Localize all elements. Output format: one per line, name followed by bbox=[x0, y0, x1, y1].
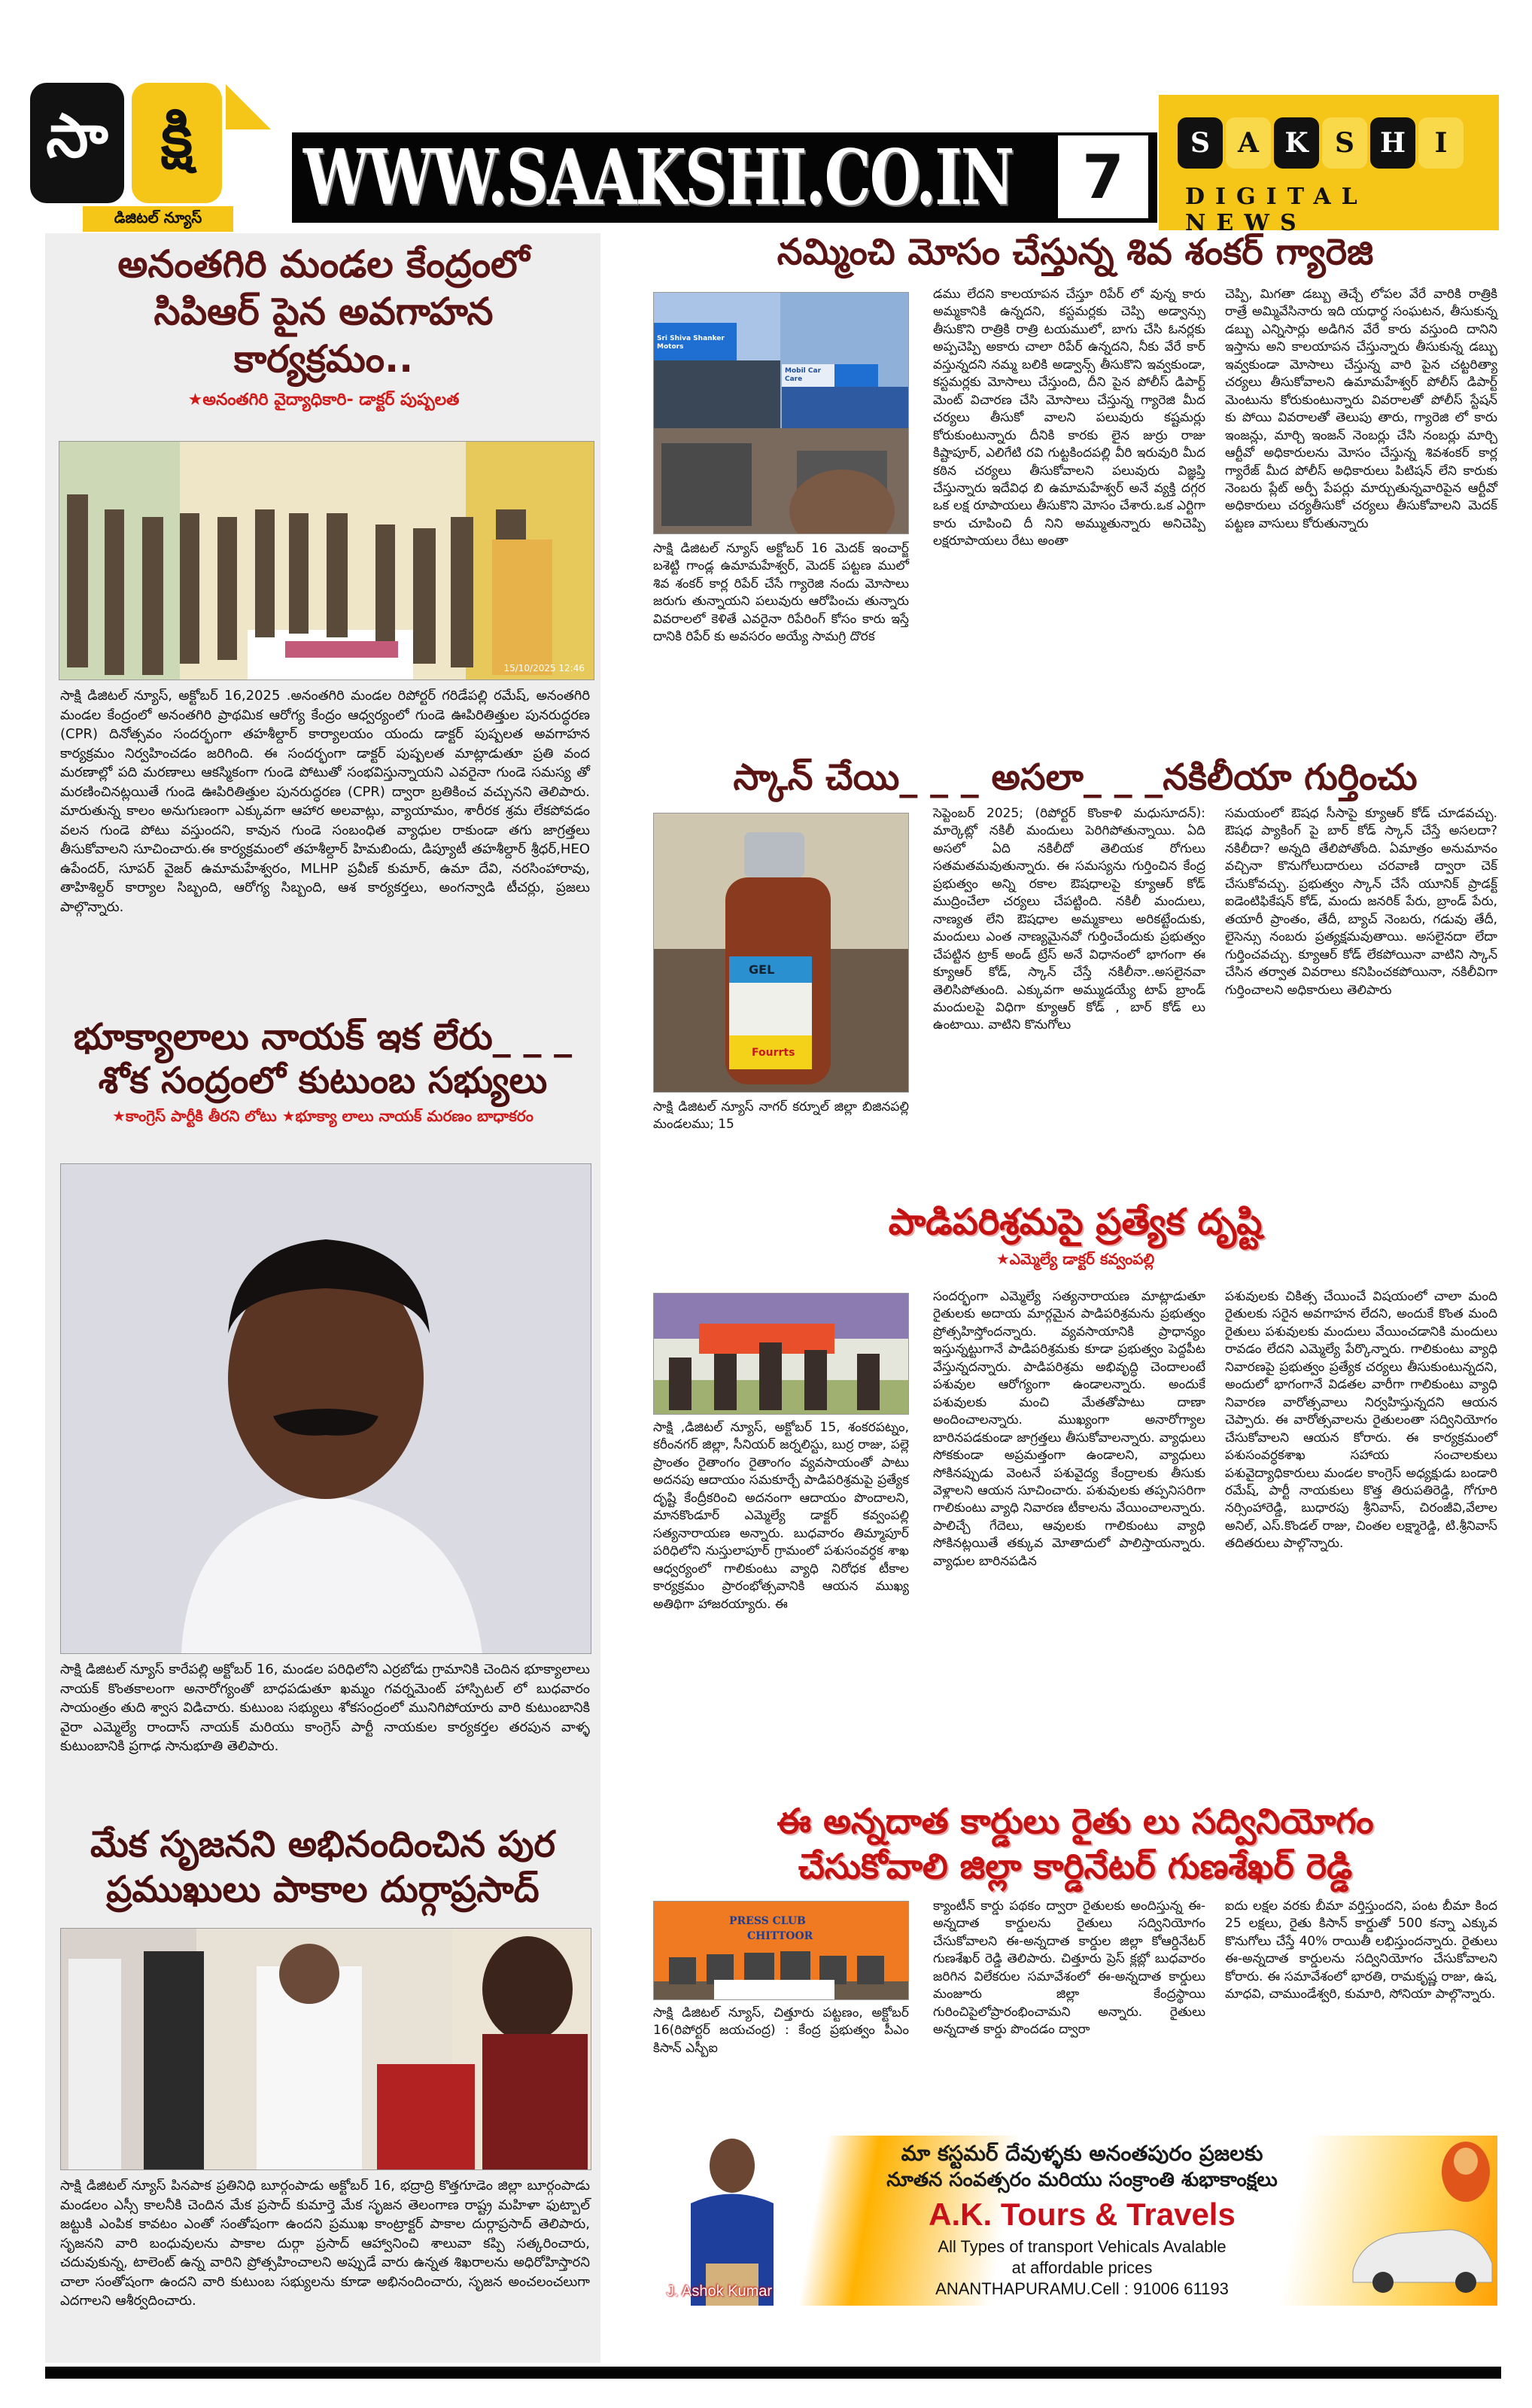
article-subhead: ★కాంగ్రెస్ పార్టీకి తీరని లోటు ★భూక్యా లాలు నాయక్ మరణం బాధాకరం bbox=[112, 1107, 533, 1126]
dairy-caption: సాక్షి ,డిజిటల్ న్యూస్, అక్టోబర్ 15, శంకరపట్నం, కరీంనగర్ జిల్లా, సీనియర్ జర్నలిస్టు, బుర్ర రాజు, పల్లె ప్రాంతం రైతాంగం రైతాంగం వ్యవసాయంతో పాటు అదనపు ఆదాయం సమకూర్చే పాడిపరిశ్రమపై ప్రత్యేక దృష్టి కేంద్రీకరించి అదనంగా ఆదాయం పొందాలని, మానకొండూర్ ఎమ్మెల్యే డాక్టర్ కవ్వంపల్లి సత్యనారాయణ అన్నారు. బుధవారం తిమ్మాపూర్ పరిధిలోని నుస్తులాపూర్ గ్రామంలో పశుసంవర్ధక శాఖ ఆధ్వర్యంలో గాలికుంటు వ్యాధి నిరోధక టీకాల కార్యక్రమం ప్రారంభోత్సవానికి ఆయన ముఖ్య అతిథిగా హాజరయ్యారు. ఈ bbox=[653, 1420, 909, 1612]
brand-letter: A bbox=[1226, 117, 1271, 169]
ad-person-name: J. Ashok Kumar bbox=[667, 2283, 773, 2300]
meka-photo-illustration bbox=[61, 1929, 591, 2169]
dairy-photo-illustration bbox=[654, 1294, 908, 1414]
article-column: చెప్పి, మిగతా డబ్బు తెచ్చే లోపల వేరే వారికి రాత్రికి రాత్రే అమ్మివేసినారు ఇది యధార్థ సంఘటన, తీసుకున్న డబ్బు ఎన్నిసార్లు అడిగిన వేరే కారు వస్తుంది దానిని ఇస్తాను అని కాలయాపన చేస్తున్నారు తీసుకున్న డబ్బు ఇవ్వకుండా మోసాలు చేస్తున్న వారి పైన చట్టరిత్యా చర్యలు తీసుకోవాలని ఉమామహేశ్వర్ పోలీస్ డిపార్ట్ మెంటును కోరుకుంటున్నారు వివరాలతో పోలీస్ స్టేషన్ కు పోయి వివరాలతో తెలుపు తారు, గ్యారెజి లో కారు ఇంజన్లు, మార్చి ఇంజన్ నెంబర్లు చేసి నంబర్లు మార్చి ఆర్టీవో అధికారులను మోసం చేస్తున్న శివశంకర్ కార్ల గ్యారేజ్ మీద పోలీస్ అధికారులు పిటిషన్ లేని కారుకు నెంబరు ప్లేట్ అర్పీ పేపర్లు మార్చుతున్నవారిపైన ఆర్టీవో అధికారులు చర్యతీసుకో చర్యలు తీసుకోవాలని మెదక్ పట్టణ వాసులు కోరుతున్నారు bbox=[1225, 287, 1497, 531]
brand-letter: S bbox=[1322, 117, 1367, 169]
masthead-url-bar bbox=[292, 132, 1157, 223]
ad-description-line: at affordable prices bbox=[1011, 2258, 1153, 2277]
bottom-rule bbox=[45, 2367, 1501, 2379]
photo-banner-text: CHITTOOR bbox=[747, 1930, 813, 1942]
dairy-photo bbox=[653, 1293, 909, 1415]
brand-letter: H bbox=[1370, 117, 1415, 169]
scan-caption: సాక్షి డిజిటల్ న్యూస్ నాగర్ కర్నూల్ జిల్లా బిజినపల్లి మండలము; 15 bbox=[653, 1099, 909, 1133]
headline-line1: ఈ అన్నదాత కార్డులు రైతు లు సద్వినియోగం bbox=[777, 1801, 1374, 1841]
sakshi-logo bbox=[30, 83, 256, 233]
article-body: సాక్షి డిజిటల్ న్యూస్ కారేపల్లి అక్టోబర్ 16, మండల పరిధిలోని ఎర్రబోడు గ్రామానికి చెందిన భూక్యాలాలు నాయక్ కొంతకాలంగా అనారోగ్యంతో బాధపడుతూ ఖమ్మం గవర్నమెంట్ హాస్పిటల్ లో బుధవారం సాయంత్రం తుది శ్వాస విడిచారు. కుటుంబ సభ్యులు శోకసంద్రంలో మునిగిపోయారు వారి కుటుంబానికి వైరా ఎమ్మెల్యే రాందాస్ నాయక్ మరియు కాంగ్రెస్ పార్టీ నాయకుల కార్యకర్తల తరపున వాళ్ళ కుటుంబానికి ప్రగాఢ సానుభూతి తెలిపారు. bbox=[60, 1662, 590, 1755]
headline-line2: చేసుకోవాలి జిల్లా కార్డినేటర్ గుణశేఖర్ రెడ్డి bbox=[798, 1846, 1353, 1887]
article-column: డము లేదని కాలయాపన చేస్తూ రిపేర్ లో వున్న కారు అమ్మకానికి ఉన్నదని, కస్టమర్లకు చెప్పి అడ్వాన్సు తీసుకొని రాత్రికి రాత్రి టయములో, బాగు చేసి ఓనర్లకు అప్పచెప్పి అకారు చాలా రిపేర్ ఉన్నదని, నీకు వేరే కార్ వస్తున్నదని నమ్మ బలికి అడ్వాన్స్ తీసుకొని ఇవ్వకుండా, కస్టమర్లకు మోసాలు చేస్తుంది, దీని పైన పోలీస్ డిపార్ట్ మెంట్ విచారణ చేసి మోసాలు చేస్తున్న గ్యారెజి మీద చర్యలు తీసుకో వాలని పలువురు కష్టమర్లు కోరుకుంటున్నారు దీనికి కారకు లైన జుర్రు రాజు కిష్టాపూర్, ఎలిగేటి రవి గుట్టకిందపల్లి వీరి ఇరువురి మీద కఠిన చర్యలు తీసుకోవాలని పలువురు విజ్ఞప్తి చేస్తున్నారు ఇదేవిధ బి ఉమామహేశ్వర్ అనే వ్యక్తి దగ్గర ఒక లక్ష రూపాయలు తీసుకొని మోసం చేశారు.ఒక ఎర్టిగా కారు చూపించి దీ నిని అమ్ముతున్నారు అనిచెప్పి లక్షరూపాయలు రేటు అంతా bbox=[933, 287, 1205, 549]
brand-letter: K bbox=[1274, 117, 1319, 169]
article-column: పశువులకు చికిత్స చేయించే విషయంలో చాలా మంది రైతులకు సరైన అవగాహన లేదని, అందుకే కొంత మంది రైతులు పశువులకు మందులు వేయించడానికి మందులు రావడం లేదని ఎమ్మెల్యే పేర్కొన్నారు. గాలికుంటు వ్యాధి నివారణపై ప్రభుత్వం ప్రత్యేక చర్యలు తీసుకుంటున్నదని, అందులో భాగంగానే విడతల వారీగా గాలికుంటు వ్యాధి నివారణ వారోత్సవాలు నిర్వహిస్తున్నదని ఆయన చెప్పారు. ఈ వారోత్సవాలను రైతులంతా సద్వినియోగం చేసుకోవాలని ఆయన కోరారు. ఈ కార్యక్రమంలో పశుసంవర్ధకశాఖ సహాయ సంచాలకులు పశువైద్యాధికారులు మండల కాంగ్రెస్ అధ్యక్షుడు బండారి రమేష్, పార్టీ నాయకులు కొత్త తిరుపతిరెడ్డి, గోగూరి నర్సింహారెడ్డి, బుధారపు శ్రీనివాస్, చిరంజీవి,వేలాల అనిల్, ఎస్.కొండల్ రాజు, చింతల లక్ష్మారెడ్డి, టి.శ్రీనివాస్ తదితరులు పాల్గొన్నారు. bbox=[1225, 1289, 1497, 1552]
brand-letter: S bbox=[1178, 117, 1223, 169]
dairy-subhead: ★ఎమ్మెల్యే డాక్టర్ కవ్వంపల్లి bbox=[995, 1250, 1155, 1268]
obituary-portrait-photo bbox=[60, 1163, 591, 1654]
logo-subtitle: డిజిటల్ న్యూస్ bbox=[83, 206, 233, 232]
brand-subtitle: DIGITAL NEWS bbox=[1185, 184, 1368, 236]
left-column bbox=[45, 233, 600, 2363]
site-url[interactable]: WWW.SAAKSHI.CO.IN bbox=[303, 132, 1014, 223]
sakshi-digital-news-brand bbox=[1159, 95, 1499, 236]
article-body: సాక్షి డిజిటల్ న్యూస్ పినపాక ప్రతినిధి బూర్గంపాడు అక్టోబర్ 16, భద్రాద్రి కొత్తగూడెం జిల్లా బూర్గంపాడు మండలం ఎస్సీ కాలనీకి చెందిన మేక ప్రసాద్ కుమార్తె మేక సృజన తెలంగాణ రాష్ట్ర మహిళా ఫుట్బాల్ జట్టుకి ఎంపిక కావటం ఎంతో సంతోషంగా ఉందని ప్రముఖ కాంట్రాక్టర్ పాకాల దుర్గాప్రసాద్ తెలిపారు, సృజనని వారి బంధువులను పాకాల దుర్గా ప్రసాద్ ఆహ్వానించి శాలువా కప్పి సత్కరించారు, చదువుకున్న, టాలెంట్ ఉన్న వారిని ప్రోత్సహించాలని అప్పుడే వారు ఉన్నత శిఖరాలను అధిరోహిస్తారని చాలా సంతోషంగా ఉందని వారి కుటుంబ సభ్యులను కూడా అభినందించారు, సృజన అంచలంచలుగా ఎదగాలని ఆశీర్వదించారు. bbox=[60, 2178, 590, 2309]
dairy-body bbox=[933, 1288, 1497, 1570]
article-headline-line2: ప్రముఖులు పాకాల దుర్గాప్రసాద్ bbox=[106, 1868, 540, 1911]
article-column: సమయంలో ఔషధ సీసాపై క్యూఆర్ కోడ్ చూడవచ్చు. ఔషధ ప్యాకింగ్ పై బార్ కోడ్ స్కాన్ చేస్తే అసలదా? నకిలీదా? అన్నది తేలిపోతోంది. ఏమాత్రం అనుమానం వచ్చినా కొనుగోలుదారులు చరవాణి ద్వారా చెక్ చేసుకోవచ్చు. ప్రభుత్వం స్కాన్ చేసే యూనిక్ ప్రాడక్ట్ ఐడెంటిఫికేషన్ కోడ్, మందు జనరిక్ పేరు, బ్రాండ్ పేరు, తయారీ ప్రాంతం, తేదీ, బ్యాచ్ నెంబరు, గడువు తేదీ, లైసెన్సు నంబరు ప్రత్యక్షమవుతాయి. అసలైనదా లేదా గుర్తించవచ్చు. క్యూఆర్ కోడ్ లేకపోయినా వాటిని స్కాన్ చేసిన తర్వాత వివరాలు కనిపించకపోయినా, నకిలీవిగా గుర్తించాలని అధికారులు తెలిపారు bbox=[1225, 806, 1497, 998]
article-cpr bbox=[68, 241, 579, 413]
garage-body bbox=[933, 286, 1497, 551]
garage-headline: నమ్మించి మోసం చేస్తున్న శివ శంకర్ గ్యారెజి bbox=[777, 231, 1374, 273]
photo-sign-text: Mobil Car Care bbox=[785, 367, 822, 383]
ad-business-name: A.K. Tours & Travels bbox=[929, 2197, 1236, 2232]
article-subhead: ★అనంతగిరి వైద్యాధికారి- డాక్టర్ పుష్పలత bbox=[187, 391, 460, 409]
article-headline-line2: శోక సంద్రంలో కుటుంబ సభ్యులు bbox=[98, 1059, 548, 1102]
dairy-headline: పాడిపరిశ్రమపై ప్రత్యేక దృష్టి bbox=[888, 1201, 1263, 1243]
article-obituary bbox=[53, 1016, 593, 1129]
brand-letters bbox=[1178, 117, 1464, 169]
photo-sign-text: Sri Shiva Shanker Motors bbox=[657, 335, 725, 351]
garage-photo bbox=[653, 292, 909, 534]
car-image bbox=[1345, 2211, 1496, 2294]
portrait-illustration bbox=[61, 1164, 591, 1653]
ad-greeting-line2: నూతన సంవత్సరం మరియు సంక్రాంతి శుభాకాంక్షలు bbox=[886, 2169, 1278, 2191]
annadata-headline bbox=[653, 1798, 1497, 1889]
scan-body bbox=[933, 805, 1497, 1035]
logo-left-glyph: సా bbox=[30, 83, 124, 203]
bottle-brand-text: Fourrts bbox=[752, 1047, 795, 1059]
article-column: క్యాంటీన్ కార్డు పథకం ద్వారా రైతులకు అందిస్తున్న ఈ-అన్నదాత కార్డులను రైతులు సద్వినియోగం చేసుకోవాలని ఈ-అన్నదాత కార్డుల జిల్లా కోఆర్డినేటర్ గుణశేఖర్ రెడ్డి తెలిపారు. చిత్తూరు ప్రెస్ క్లబ్లో బుధవారం జరిగిన విలేకరుల సమావేశంలో ఈ-అన్నదాత కార్డులు మంజూరు జిల్లా కేంద్రస్థాయి గురించిపైలోప్రారంభించామని అన్నారు. రైతులు అన్నదాత కార్డు పొందడం ద్వారా bbox=[933, 1899, 1205, 2038]
article-headline: అనంతగిరి మండల కేంద్రంలో సిపిఆర్ పైన అవగాహన కార్యక్రమం.. bbox=[117, 242, 530, 381]
page-number: 7 bbox=[1058, 135, 1148, 218]
annadata-body bbox=[933, 1898, 1497, 2039]
bottle-label-text: GEL bbox=[749, 962, 775, 977]
garage-photo-illustration bbox=[654, 293, 908, 534]
article-headline-line1: భూక్యాలాలు నాయక్ ఇక లేరు_ _ _ bbox=[73, 1016, 573, 1058]
logo-right-glyph: క్షి bbox=[132, 83, 222, 203]
ad-contact: ANANTHAPURAMU.Cell : 91006 61193 bbox=[935, 2279, 1229, 2298]
article-meka bbox=[53, 1823, 593, 1912]
ad-description bbox=[834, 2236, 1330, 2300]
advertiser-photo bbox=[668, 2136, 796, 2306]
meka-photo bbox=[60, 1928, 591, 2170]
medicine-bottle-photo bbox=[653, 813, 909, 1093]
article-body: సాక్షి డిజిటల్ న్యూస్, అక్టోబర్ 16,2025 .అనంతగిరి మండల రిపోర్టర్ గరిడేపల్లి రమేష్, అనంతగిరి మండల కేంద్రంలో అనంతగిరి ప్రాథమిక ఆరోగ్య కేంద్రం ఆధ్వర్యంలో గుండె ఊపిరితిత్తుల పునరుద్ధరణ (CPR) దినోత్సవం సందర్భంగా తహశీల్దార్ కార్యాలయం యందు డాక్టర్ పుష్పలత అవగాహన కార్యక్రమం నిర్వహించడం జరిగింది. ఈ సందర్భంగా డాక్టర్ పుష్పలత మాట్లాడుతూ ప్రతి వంద మరణాల్లో పది మరణాలు ఆకస్మికంగా గుండె పోటుతో సంభవిస్తున్నాయని ఎవరైనా గుండె సమస్య తో మరణించినట్లయితే గుండె ఊపిరితిత్తుల పునరుద్ధరణ (CPR) ద్వారా బ్రతికించ వచ్చునని తెలిపారు. మారుతున్న కాలం అనుగుణంగా ఎక్కువగా ఆహార అలవాట్లు, వ్యాయామం, శారీరక శ్రమ లేకపోవడం వలన గుండె పోటు వస్తుందని, కావున గుండె సంబంధిత వ్యాధుల రాకుండా తగు జాగ్రత్తలు తీసుకోవాలని సూచించారు.ఈ కార్యక్రమంలో తహశీల్దార్ హిమబిందు, డిప్యూటీ తహశీల్దార్ శ్రీధర్,HEO ఉపేందర్, సూపర్ వైజర్ ఉమామహేశ్వరం, MLHP ప్రవీణ్ కుమార్, ఉమా దేవి, నరసింహారావు, తాహిశిల్దర్ కార్యాల సిబ్బంది, ఆరోగ్య సిబ్బంది, ఆశ కార్యకర్తలు, అంగన్వాడి టీచర్లు, ప్రజలు పాల్గొన్నారు. bbox=[60, 688, 590, 916]
article-headline-line1: మేక సృజనని అభినందించిన పుర bbox=[90, 1823, 555, 1865]
garage-caption: సాక్షి డిజిటల్ న్యూస్ అక్టోబర్ 16 మెదక్ ఇంచార్జ్ బశెట్టి గాండ్ల ఉమామహేశ్వర్, మెదక్ పట్టణ ములో శివ శంకర్ కార్ల రిపేర్ చేసే గ్యారెజి నందు మోసాలు జరుగు తున్నాయని పలువురు ఆరోపించు తున్నారు వివరాలలో కెళితే ఎవరైనా రిపేరింగ్ కోసం కారు ఇస్తే దానికి రిపేర్ కు అవసరం అయ్యే సామగ్రి దొరక bbox=[653, 541, 909, 645]
cpr-photo bbox=[59, 441, 594, 680]
cpr-photo-illustration bbox=[59, 442, 594, 680]
annadata-caption: సాక్షి డిజిటల్ న్యూస్, చిత్తూరు పట్టణం, అక్టోబర్ 16(రిపోర్టర్ జయచంద్ర) : కేంద్ర ప్రభుత్వం పీఎం కిసాన్ ఎస్బీఐ bbox=[653, 2005, 909, 2056]
ak-tours-advertisement[interactable] bbox=[653, 2136, 1497, 2306]
scan-headline: స్కాన్ చేయి_ _ _ అసలా_ _ _నకిలీయా గుర్తించు bbox=[733, 756, 1418, 798]
article-column: ఐదు లక్షల వరకు బీమా వర్తిస్తుందని, పంట బీమా కింద 25 లక్షలు, రైతు కిసాన్ కార్డుతో 500 కన్నా ఎక్కువ కొనుగోలు చేస్తే 40% రాయితీ లభిస్తుందన్నారు. రైతులు ఈ-అన్నదాత కార్డులను సద్వినియోగం చేసుకోవాలని కోరారు. ఈ సమావేశంలో భారతి, రామకృష్ణ రాజు, ఉష, మాధవి, చాముండేశ్వరి, కుమారి, సోనియా పాల్గొన్నారు. bbox=[1225, 1899, 1497, 2002]
photo-timestamp: 15/10/2025 12:46 bbox=[503, 663, 585, 673]
brand-letter: I bbox=[1418, 117, 1464, 169]
press-club-photo bbox=[653, 1901, 909, 2000]
article-column: సెప్టెంబర్ 2025; (రిపోర్టర్ కొంకాళి మధుసూదన్): మార్కెట్లో నకిలీ మందులు పెరిగిపోతున్నాయి. ఏది అసలో ఏది నకిలీదో తెలియక రోగులు సతమతమవుతున్నారు. ఈ సమస్యను గుర్తించిన కేంద్ర ప్రభుత్వం అన్ని రకాల ఔషధాలపై క్యూఆర్ కోడ్ ముద్రించేలా చర్యలు చేపట్టింది. నకిలీ మందులు, నాణ్యత లేని ఔషధాల అమ్మకాలు అరికట్టేందుకు, మందులు ఎంత నాణ్యమైనవో గుర్తించేందుకు ప్రభుత్వం చేపట్టిన ట్రాక్ అండ్ ట్రేస్ అనే విధానంలో భాగంగా ఈ క్యూఆర్ కోడ్, స్కాన్ చేస్తే నకిలీనా..అసలైనవా తెలిసిపోతుంది. ఎక్కువగా అమ్ముడయ్యే టాప్ బ్రాండ్ మందులపై విధిగా క్యూఆర్ కోడ్ , బార్ కోడ్ లు ఉంటాయి. వాటిని కొనుగోలు bbox=[933, 806, 1205, 1033]
ad-description-line: All Types of transport Vehicals Avalable bbox=[938, 2237, 1227, 2256]
ad-greeting-line1: మా కస్టమర్ దేవుళ్ళకు అనంతపురం ప్రజలకు bbox=[901, 2141, 1263, 2166]
ganesha-image bbox=[1436, 2136, 1496, 2203]
article-column: సందర్భంగా ఎమ్మెల్యే సత్యనారాయణ మాట్లాడుతూ రైతులకు అదాయ మార్గమైన పాడిపరిశ్రమను ప్రభుత్వం ప్రోత్సహిస్తోందన్నారు. వ్యవసాయానికి ప్రాధాన్యం ఇస్తున్నట్టుగానే పాడిపరిశ్రమకు కూడా ప్రభుత్వం పెద్దపీట వేస్తున్నదన్నారు. పాడిపరిశ్రమ అభివృద్ధి చెందాలంటే పశువుల ఆరోగ్యంగా ఉండాలన్నారు. అందుకే పశువులకు మంచి మేతతోపాటు దాణా అందించాలన్నారు. ముఖ్యంగా అనారోగ్యాల బారినపడకుండా జాగ్రత్తలు తీసుకోవాలన్నారు. వ్యాధులు సోకకుండా అప్రమత్తంగా ఉండాలని, వ్యాధులు సోకినప్పుడు వెంటనే పశువైద్య కేంద్రాలకు తీసుకు వెళ్లాలని ఆయన సూచించారు. పశువులకు తప్పనిసరిగా గాలికుంటు వ్యాధి నివారణ టీకాలను వేయించాలన్నారు. పాలిచ్చే గేదెలు, ఆవులకు గాలికుంటు వ్యాధి సోకినట్లయితే తక్కువ మోతాదులో పాలిస్తాయన్నారు. వ్యాధుల బారినపడిన bbox=[933, 1289, 1205, 1569]
photo-banner-text: PRESS CLUB bbox=[729, 1915, 806, 1927]
